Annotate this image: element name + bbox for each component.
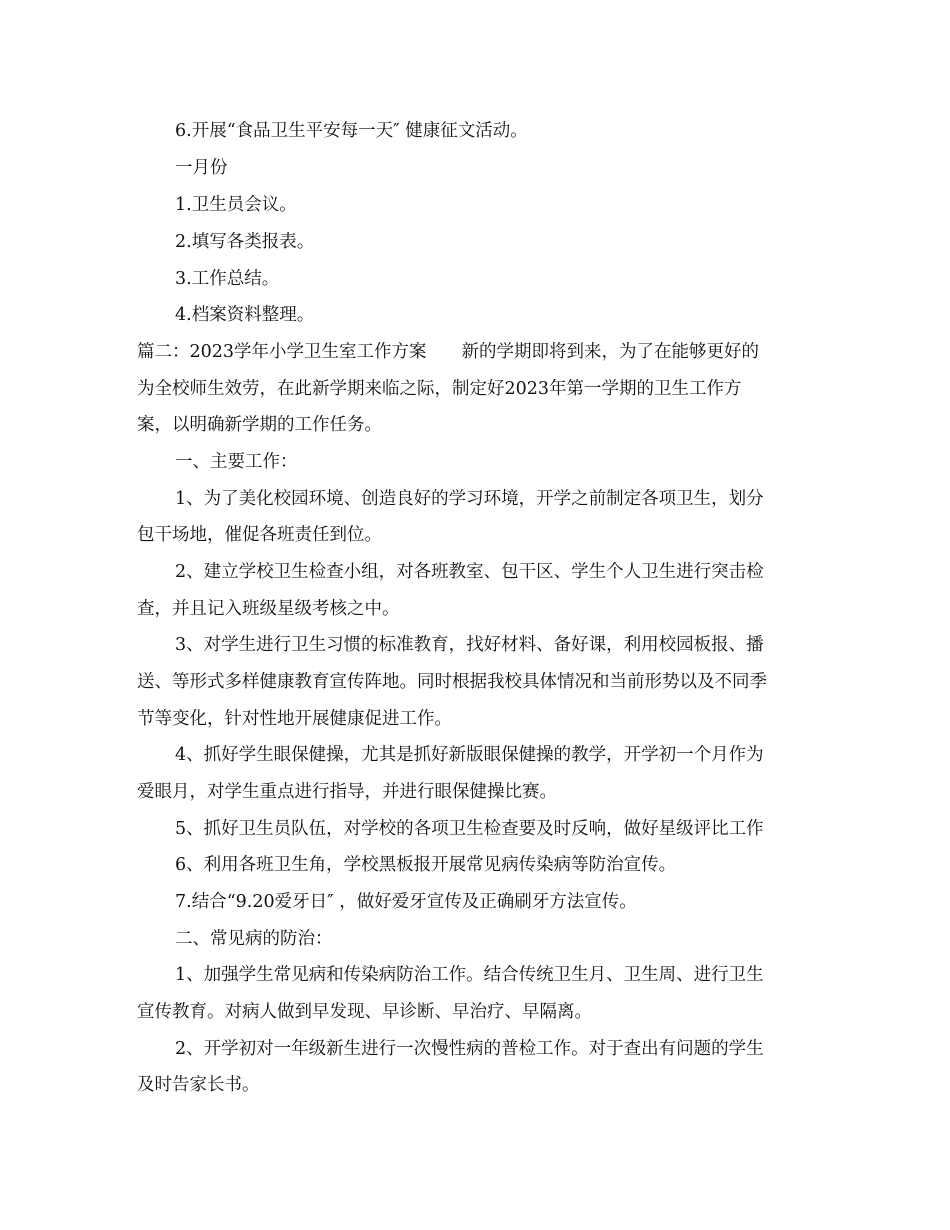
text-line: 及时告家长书。 (137, 1075, 260, 1095)
text-line: 2、开学初对一年级新生进行一次慢性病的普检工作。对于查出有问题的学生 (175, 1039, 764, 1059)
section-heading: 二、常见病的防治： (175, 929, 333, 949)
text-line: 3、对学生进行卫生习惯的标准教育，找好材料、备好课，利用校园板报、播 (175, 635, 764, 655)
text-line: 宣传教育。对病人做到早发现、早诊断、早治疗、早隔离。 (137, 1002, 592, 1022)
text-line: 送、等形式多样健康教育宣传阵地。同时根据我校具体情况和当前形势以及不同季 (137, 672, 767, 692)
text-line: 4、抓好学生眼保健操，尤其是抓好新版眼保健操的教学，开学初一个月作为 (175, 745, 764, 765)
text-line: 案，以明确新学期的工作任务。 (137, 415, 382, 435)
text-line: 2.填写各类报表。 (175, 232, 315, 252)
section-heading: 一、主要工作： (175, 452, 298, 472)
text-line: 6.开展“食品卫生平安每一天″ 健康征文活动。 (175, 121, 528, 141)
text-line: 6、利用各班卫生角，学校黑板报开展常见病传染病等防治宣传。 (175, 855, 677, 875)
text-line: 查，并且记入班级星级考核之中。 (137, 599, 400, 619)
text-line: 3.工作总结。 (175, 269, 280, 289)
text-line: 为全校师生效劳，在此新学期来临之际，制定好2023年第一学期的卫生工作方 (137, 379, 742, 399)
text-line: 篇二：2023学年小学卫生室工作方案 新的学期即将到来，为了在能够更好的 (137, 342, 760, 362)
text-line: 5、抓好卫生员队伍，对学校的各项卫生检查要及时反响，做好星级评比工作 (175, 819, 764, 839)
section-heading: 一月份 (175, 158, 228, 178)
text-line: 包干场地，催促各班责任到位。 (137, 525, 382, 545)
text-line: 1、为了美化校园环境、创造良好的学习环境，开学之前制定各项卫生，划分 (175, 489, 764, 509)
text-line: 7.结合“9.20爱牙日″ ，做好爱牙宣传及正确刷牙方法宣传。 (175, 892, 637, 912)
text-line: 2、建立学校卫生检查小组，对各班教室、包干区、学生个人卫生进行突击检 (175, 562, 764, 582)
text-line: 节等变化，针对性地开展健康促进工作。 (137, 709, 452, 729)
text-line: 1.卫生员会议。 (175, 195, 297, 215)
text-line: 4.档案资料整理。 (175, 305, 315, 325)
text-line: 爱眼月，对学生重点进行指导，并进行眼保健操比赛。 (137, 782, 557, 802)
text-line: 1、加强学生常见病和传染病防治工作。结合传统卫生月、卫生周、进行卫生 (175, 965, 764, 985)
